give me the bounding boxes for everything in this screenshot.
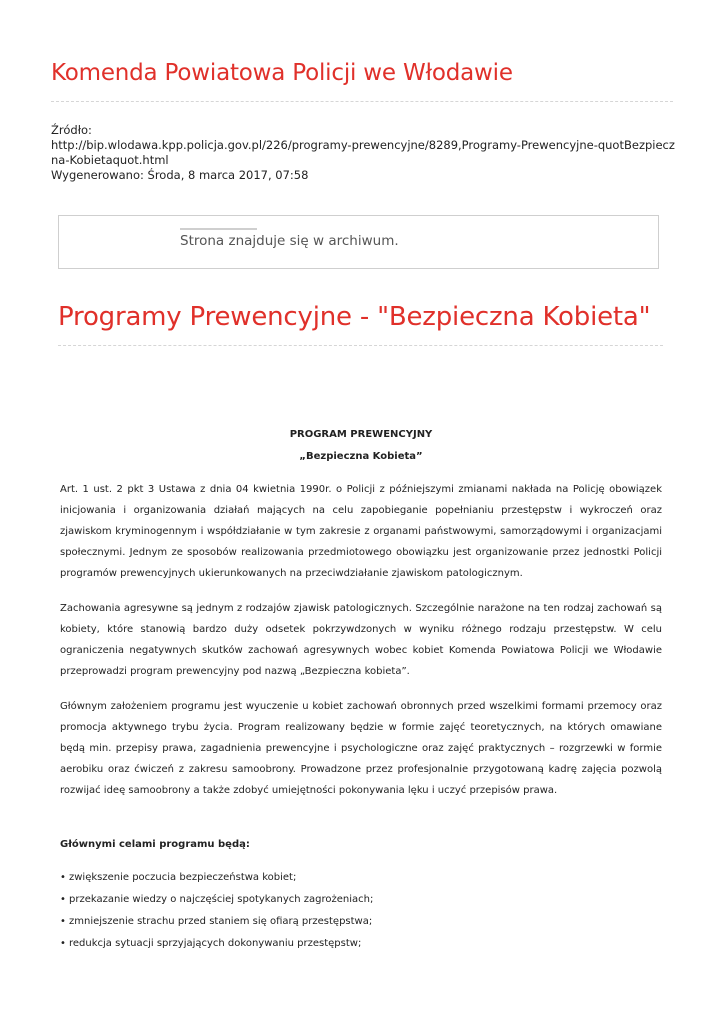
list-item xyxy=(60,933,662,955)
generated-date: Wygenerowano: Środa, 8 marca 2017, 07:58 xyxy=(51,168,309,182)
goal-text: redukcja sytuacji sprzyjających dokonywaniu przestępstw; xyxy=(69,938,362,949)
goal-text: przekazanie wiedzy o najczęściej spotykanych zagrożeniach; xyxy=(69,894,374,905)
program-heading: PROGRAM PREWENCYJNY xyxy=(289,429,433,440)
archive-notice-box xyxy=(58,215,659,269)
list-item xyxy=(60,889,662,911)
site-title: Komenda Powiatowa Policji we Włodawie xyxy=(51,60,513,86)
article-paragraph: Głównym założeniem programu jest wyuczenie u kobiet zachowań obronnych przed wszelkimi formami przemocy oraz promocja aktywnego trybu życia. Program realizowany będzie w formie zajęć teoretycznych, na których omawiane będą min. przepisy prawa, zagadnienia prewencyjne i psychologiczne oraz zajęć praktycznych – rozgrzewki w formie aerobiku oraz ćwiczeń z zakresu samoobrony. Prowadzone przez profesjonalnie przygotowaną kadrę zajęcia pozwolą rozwijać ideę samoobrony a także zdobyć umiejętności pokonywania lęku i uczyć przepisów prawa. xyxy=(60,701,662,796)
goals-heading: Głównymi celami programu będą: xyxy=(60,839,250,850)
bullet-icon: • xyxy=(60,938,66,949)
program-name: „Bezpieczna Kobieta” xyxy=(299,451,423,462)
archive-notice-text: Strona znajduje się w archiwum. xyxy=(180,233,399,249)
article-body xyxy=(60,428,662,955)
source-label: Źródło: xyxy=(51,123,92,137)
list-item xyxy=(60,867,662,889)
source-url[interactable]: http://bip.wlodawa.kpp.policja.gov.pl/226/programy-prewencyjne/8289,Programy-Prewencyjne-quotBezpieczna-Kobietaquot.html xyxy=(51,138,675,167)
bullet-icon: • xyxy=(60,872,66,883)
source-meta xyxy=(51,123,676,183)
bullet-icon: • xyxy=(60,916,66,927)
goal-text: zmniejszenie strachu przed staniem się ofiarą przestępstwa; xyxy=(69,916,373,927)
article-title-divider xyxy=(58,345,663,346)
article-title: Programy Prewencyjne - "Bezpieczna Kobieta" xyxy=(58,302,651,332)
header-divider xyxy=(51,101,673,102)
goal-text: zwiększenie poczucia bezpieczeństwa kobiet; xyxy=(69,872,297,883)
article-paragraph: Zachowania agresywne są jednym z rodzajów zjawisk patologicznych. Szczególnie narażone na ten rodzaj zachowań są kobiety, które stanowią bardzo duży odsetek pokrzywdzonych w wyniku różnego rodzaju przestępstw. W celu ograniczenia negatywnych skutków zachowań agresywnych wobec kobiet Komenda Powiatowa Policji we Włodawie przeprowadzi program prewencyjny pod nazwą „Bezpieczna kobieta”. xyxy=(60,603,662,677)
list-item xyxy=(60,911,662,933)
bullet-icon: • xyxy=(60,894,66,905)
article-paragraph: Art. 1 ust. 2 pkt 3 Ustawa z dnia 04 kwietnia 1990r. o Policji z późniejszymi zmianami nakłada na Policję obowiązek inicjowania i organizowania działań mających na celu zapobieganie popełnianiu przestępstw i wykroczeń oraz zjawiskom kryminogennym i współdziałanie w tym zakresie z organami państwowymi, samorządowymi i organizacjami społecznymi. Jednym ze sposobów realizowania przedmiotowego obowiązku jest organizowanie przez jednostki Policji programów prewencyjnych ukierunkowanych na przeciwdziałanie zjawiskom patologicznym. xyxy=(60,484,662,579)
archive-notice-rule xyxy=(180,228,257,230)
goals-list xyxy=(60,867,662,955)
